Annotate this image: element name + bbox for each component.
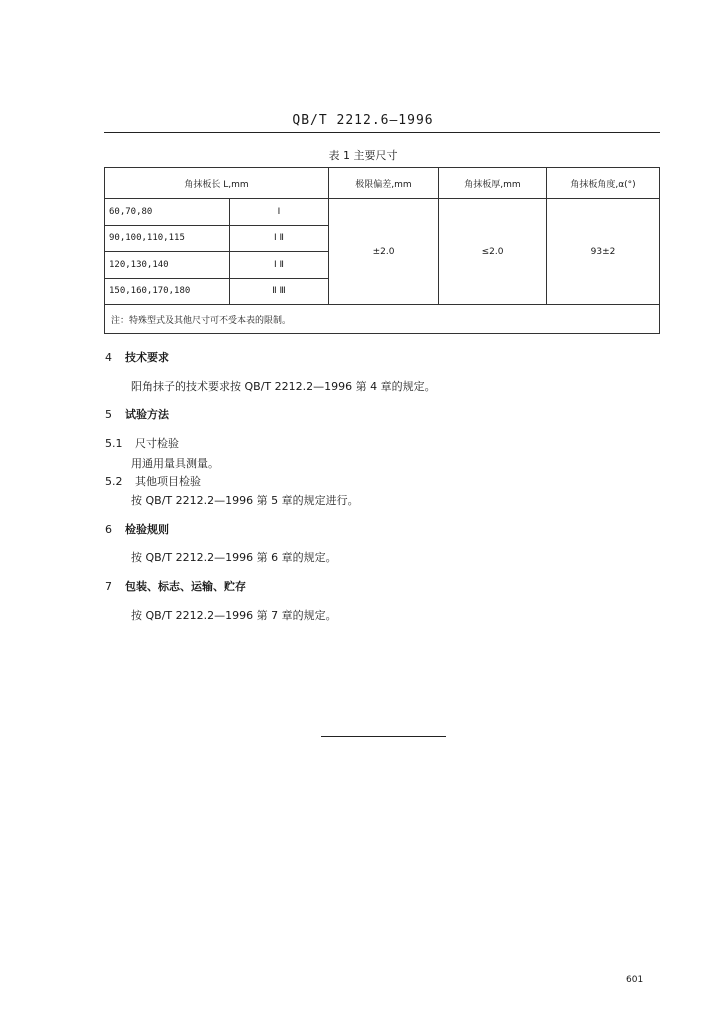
thickness-value: ≤2.0 — [439, 199, 547, 305]
header-rule — [104, 132, 660, 133]
col-thickness: 角抹板厚,mm — [439, 168, 547, 199]
type-mark-cell: Ⅱ Ⅲ — [230, 278, 329, 305]
angle-value: 93±2 — [547, 199, 660, 305]
section-title: 其他项目检验 — [135, 475, 201, 488]
type-mark-cell: Ⅰ Ⅱ — [230, 252, 329, 279]
tolerance-value: ±2.0 — [329, 199, 439, 305]
section-4-text: 阳角抹子的技术要求按 QB/T 2212.2—1996 第 4 章的规定。 — [131, 380, 436, 393]
section-number: 5 — [105, 408, 112, 421]
section-title: 试验方法 — [125, 408, 169, 421]
section-5-2-text: 按 QB/T 2212.2—1996 第 5 章的规定进行。 — [131, 494, 359, 507]
col-angle: 角抹板角度,α(°) — [547, 168, 660, 199]
section-6-text: 按 QB/T 2212.2—1996 第 6 章的规定。 — [131, 551, 337, 564]
section-7-text: 按 QB/T 2212.2—1996 第 7 章的规定。 — [131, 609, 337, 622]
standard-code: QB/T 2212.6—1996 — [292, 113, 434, 128]
section-5-2-heading — [105, 473, 201, 489]
table-caption: 表 1 主要尺寸 — [328, 149, 398, 162]
section-number: 4 — [105, 351, 112, 364]
section-6-heading — [105, 521, 169, 537]
table-row — [105, 199, 660, 226]
table-header-row — [105, 168, 660, 199]
type-mark-cell: Ⅰ Ⅱ — [230, 225, 329, 252]
section-title: 技术要求 — [125, 351, 169, 364]
section-title: 尺寸检验 — [135, 437, 179, 450]
length-cell: 60,70,80 — [105, 199, 230, 226]
table-note-row — [105, 305, 660, 334]
section-5-heading — [105, 406, 169, 422]
section-4-heading — [105, 349, 169, 365]
section-number: 6 — [105, 523, 112, 536]
section-5-1-text: 用通用量具测量。 — [131, 457, 219, 470]
dimensions-table — [104, 167, 660, 334]
section-title: 包装、标志、运输、贮存 — [125, 580, 246, 593]
section-number: 5.1 — [105, 437, 123, 450]
section-5-1-heading — [105, 435, 179, 451]
section-number: 7 — [105, 580, 112, 593]
page-number: 601 — [626, 975, 644, 985]
section-number: 5.2 — [105, 475, 123, 488]
section-title: 检验规则 — [125, 523, 169, 536]
col-tolerance: 极限偏差,mm — [329, 168, 439, 199]
type-mark-cell: Ⅰ — [230, 199, 329, 226]
length-cell: 120,130,140 — [105, 252, 230, 279]
col-length: 角抹板长 L,mm — [105, 168, 329, 199]
section-7-heading — [105, 578, 246, 594]
length-cell: 150,160,170,180 — [105, 278, 230, 305]
length-cell: 90,100,110,115 — [105, 225, 230, 252]
table-note: 注：特殊型式及其他尺寸可不受本表的限制。 — [105, 305, 660, 334]
end-rule — [321, 736, 446, 737]
